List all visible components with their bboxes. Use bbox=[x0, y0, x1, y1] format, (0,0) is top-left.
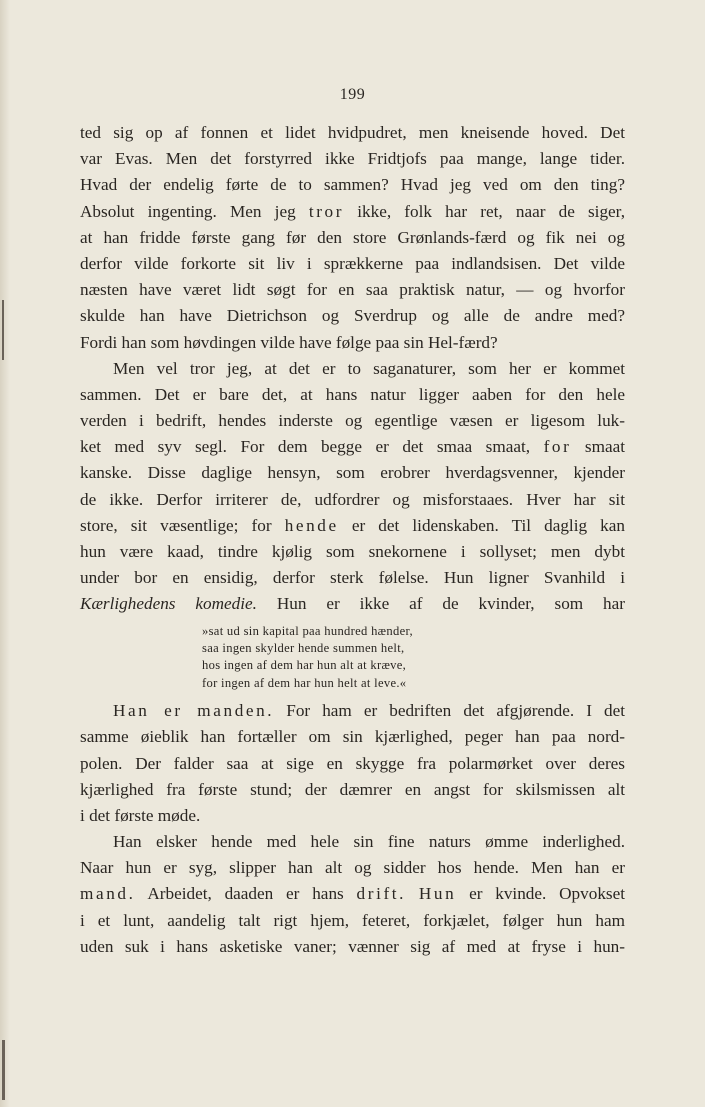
text-segment: ikke, folk har ret, naar de siger, bbox=[344, 201, 626, 221]
text-line: polen. Der falder saa at sige en skygge fra polarmørket over deres bbox=[80, 753, 625, 773]
spaced-emphasis: tror bbox=[308, 201, 345, 221]
text-line: var Evas. Men det forstyrred ikke Fridtjofs paa mange, lange tider. bbox=[80, 149, 625, 169]
text-segment: store, sit væsentlige; for bbox=[80, 515, 285, 535]
text-segment: Arbeidet, daaden er hans bbox=[135, 884, 357, 904]
verse-line: for ingen af dem har hun helt at leve.« bbox=[202, 675, 407, 690]
spaced-emphasis: Han er manden. bbox=[113, 701, 275, 721]
binding-mark bbox=[2, 1040, 5, 1100]
text-line bbox=[80, 434, 625, 460]
text-line bbox=[80, 199, 625, 225]
spaced-emphasis: hende bbox=[284, 515, 339, 535]
text-line: Fordi han som høvdingen vilde have følge paa sin Hel-færd? bbox=[80, 332, 498, 352]
text-line: næsten have været lidt søgt for en saa praktisk natur, — og hvorfor bbox=[80, 280, 625, 300]
spaced-emphasis: for bbox=[543, 437, 572, 457]
text-line: uden suk i hans asketiske vaner; vænner sig af med at fryse i hun- bbox=[80, 936, 625, 956]
verse-line: »sat ud sin kapital paa hundred hænder, bbox=[202, 623, 413, 638]
verse-line: hos ingen af dem har hun alt at kræve, bbox=[202, 658, 407, 673]
text-line: kanske. Disse daglige hensyn, som erobrer hverdagsvenner, kjender bbox=[80, 463, 625, 483]
spaced-emphasis: drift. bbox=[356, 884, 407, 904]
text-line bbox=[80, 881, 625, 907]
text-line: i det første møde. bbox=[80, 805, 201, 825]
text-line: at han fridde første gang før den store Grønlands-færd og fik nei og bbox=[80, 227, 625, 247]
text-line: sammen. Det er bare det, at hans natur ligger aaben for den hele bbox=[80, 384, 625, 404]
text-segment bbox=[406, 884, 419, 903]
spaced-emphasis: mand. bbox=[80, 884, 136, 904]
text-line bbox=[80, 513, 625, 539]
verse-quote bbox=[202, 623, 625, 693]
text-line: Naar hun er syg, slipper han alt og sidder hos hende. Men han er bbox=[80, 858, 625, 878]
text-segment: ket med syv segl. For dem begge er det smaa smaat, bbox=[80, 437, 544, 457]
text-line: de ikke. Derfor irriterer de, udfordrer og misforstaaes. Hver har sit bbox=[80, 489, 625, 509]
text-line: kjærlighed fra første stund; der dæmrer en angst for skilsmissen alt bbox=[80, 779, 625, 799]
text-line: samme øieblik han fortæller om sin kjærlighed, peger han paa nord- bbox=[80, 727, 625, 747]
text-segment: er det lidenskaben. Til daglig kan bbox=[338, 515, 625, 535]
text-line: verden i bedrift, hendes inderste og egentlige væsen er ligesom luk- bbox=[80, 411, 625, 431]
text-segment: er kvinde. Opvokset bbox=[456, 884, 626, 904]
text-line bbox=[80, 698, 625, 724]
text-line: ted sig op af fonnen et lidet hvidpudret, men kneisende hoved. Det bbox=[80, 123, 625, 142]
body-text bbox=[80, 120, 625, 960]
verse-line: saa ingen skylder hende summen helt, bbox=[202, 640, 405, 655]
binding-mark bbox=[2, 300, 4, 360]
text-segment: smaat bbox=[571, 437, 626, 457]
text-line: Men vel tror jeg, at det er to saganaturer, som her er kommet bbox=[113, 358, 625, 378]
text-line: Hvad der endelig førte de to sammen? Hvad jeg ved om den ting? bbox=[80, 175, 625, 195]
text-line: skulde han have Dietrichson og Sverdrup og alle de andre med? bbox=[80, 306, 625, 326]
text-line: Han elsker hende med hele sin fine naturs ømme inderlighed. bbox=[113, 832, 625, 852]
text-line: derfor vilde forkorte sit liv i sprækkerne paa indlandsisen. Det vilde bbox=[80, 253, 625, 273]
text-line: under bor en ensidig, derfor sterk følelse. Hun ligner Svanhild i bbox=[80, 568, 625, 588]
text-segment: For ham er bedriften det afgjørende. I det bbox=[274, 701, 625, 721]
text-segment: Absolut ingenting. Men jeg bbox=[80, 201, 309, 221]
text-line bbox=[80, 591, 625, 617]
text-segment: Hun er ikke af de kvinder, som har bbox=[256, 594, 626, 614]
page-edge bbox=[0, 0, 10, 1107]
italic-title: Kærlighedens komedie. bbox=[80, 594, 257, 614]
text-line: i et lunt, aandelig talt rigt hjem, feteret, forkjælet, følger hun ham bbox=[80, 910, 625, 930]
text-line: hun være kaad, tindre kjølig som snekornene i sollyset; men dybt bbox=[80, 542, 625, 561]
spaced-emphasis: Hun bbox=[418, 884, 457, 904]
page-number: 199 bbox=[339, 86, 366, 103]
